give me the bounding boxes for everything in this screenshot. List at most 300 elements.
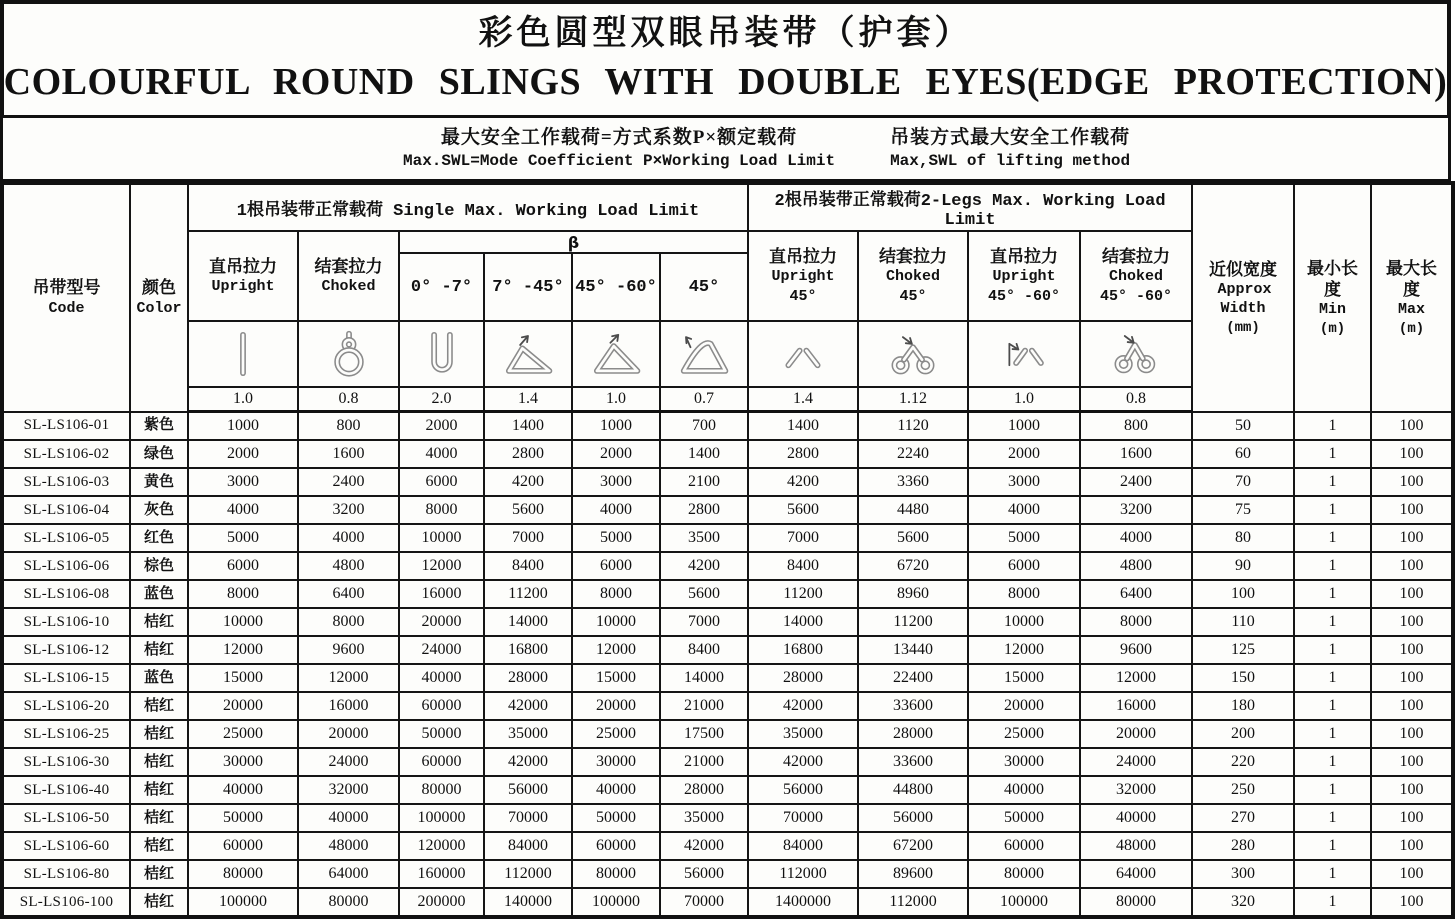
width-header-unit: (mm) xyxy=(1226,319,1260,336)
value-cell: 16000 xyxy=(1080,692,1192,720)
table-row xyxy=(2,720,1453,748)
basket-vertical-icon xyxy=(399,321,484,387)
value-cell: 800 xyxy=(298,412,399,441)
value-cell: 35000 xyxy=(748,720,858,748)
table-row xyxy=(2,524,1453,552)
code-cell: SL-LS106-08 xyxy=(2,580,130,608)
value-cell: 30000 xyxy=(572,748,660,776)
coefficient-cell: 1.4 xyxy=(748,387,858,412)
value-cell: 1400000 xyxy=(748,888,858,917)
value-cell: 1 xyxy=(1294,468,1371,496)
value-cell: 2400 xyxy=(1080,468,1192,496)
value-cell: 110 xyxy=(1192,608,1294,636)
basket-7-45-icon xyxy=(484,321,572,387)
value-cell: 70000 xyxy=(748,804,858,832)
value-cell: 35000 xyxy=(484,720,572,748)
value-cell: 8400 xyxy=(748,552,858,580)
value-cell: 140000 xyxy=(484,888,572,917)
value-cell: 100 xyxy=(1371,412,1453,441)
code-cell: SL-LS106-30 xyxy=(2,748,130,776)
value-cell: 50000 xyxy=(968,804,1080,832)
table-row xyxy=(2,440,1453,468)
value-cell: 40000 xyxy=(968,776,1080,804)
value-cell: 3200 xyxy=(1080,496,1192,524)
color-cell: 绿色 xyxy=(130,440,188,468)
value-cell: 32000 xyxy=(1080,776,1192,804)
value-cell: 8000 xyxy=(968,580,1080,608)
vertical-sling-icon xyxy=(188,321,298,387)
value-cell: 11200 xyxy=(484,580,572,608)
value-cell: 1 xyxy=(1294,860,1371,888)
value-cell: 100 xyxy=(1371,748,1453,776)
basket-45-icon xyxy=(660,321,748,387)
color-cell: 蓝色 xyxy=(130,580,188,608)
code-cell: SL-LS106-01 xyxy=(2,412,130,441)
two-legs-choked-45-icon xyxy=(858,321,968,387)
value-cell: 89600 xyxy=(858,860,968,888)
value-cell: 270 xyxy=(1192,804,1294,832)
value-cell: 13440 xyxy=(858,636,968,664)
value-cell: 40000 xyxy=(572,776,660,804)
value-cell: 12000 xyxy=(572,636,660,664)
table-row xyxy=(2,832,1453,860)
value-cell: 1 xyxy=(1294,888,1371,917)
max-header-unit: (m) xyxy=(1398,320,1425,337)
value-cell: 1 xyxy=(1294,524,1371,552)
code-cell: SL-LS106-05 xyxy=(2,524,130,552)
value-cell: 40000 xyxy=(399,664,484,692)
two-legs-45-60-icon xyxy=(968,321,1080,387)
value-cell: 50 xyxy=(1192,412,1294,441)
color-cell: 红色 xyxy=(130,524,188,552)
value-cell: 50000 xyxy=(399,720,484,748)
value-cell: 6000 xyxy=(968,552,1080,580)
lifting-method-formula xyxy=(890,126,1130,172)
value-cell: 42000 xyxy=(748,748,858,776)
value-cell: 60000 xyxy=(399,748,484,776)
coefficient-cell: 1.12 xyxy=(858,387,968,412)
value-cell: 4800 xyxy=(1080,552,1192,580)
value-cell: 100 xyxy=(1371,888,1453,917)
value-cell: 800 xyxy=(1080,412,1192,441)
value-cell: 16000 xyxy=(399,580,484,608)
table-row xyxy=(2,496,1453,524)
code-cell: SL-LS106-25 xyxy=(2,720,130,748)
color-cell: 桔红 xyxy=(130,636,188,664)
value-cell: 100 xyxy=(1371,440,1453,468)
value-cell: 1 xyxy=(1294,552,1371,580)
value-cell: 120000 xyxy=(399,832,484,860)
value-cell: 100 xyxy=(1192,580,1294,608)
table-row xyxy=(2,776,1453,804)
value-cell: 3000 xyxy=(572,468,660,496)
value-cell: 5600 xyxy=(748,496,858,524)
value-cell: 40000 xyxy=(298,804,399,832)
value-cell: 4000 xyxy=(188,496,298,524)
table-row xyxy=(2,468,1453,496)
value-cell: 20000 xyxy=(298,720,399,748)
value-cell: 24000 xyxy=(399,636,484,664)
value-cell: 10000 xyxy=(968,608,1080,636)
code-cell: SL-LS106-40 xyxy=(2,776,130,804)
value-cell: 42000 xyxy=(484,692,572,720)
value-cell: 6000 xyxy=(188,552,298,580)
table-body xyxy=(2,412,1453,918)
value-cell: 22400 xyxy=(858,664,968,692)
value-cell: 32000 xyxy=(298,776,399,804)
coefficient-cell: 0.8 xyxy=(1080,387,1192,412)
code-cell: SL-LS106-12 xyxy=(2,636,130,664)
color-cell: 桔红 xyxy=(130,692,188,720)
col-header-legs-upright-45: 直吊拉力 Upright 45° xyxy=(748,231,858,321)
col-header-upright: 直吊拉力 Upright xyxy=(188,231,298,321)
value-cell: 64000 xyxy=(1080,860,1192,888)
col-header-approx-width xyxy=(1192,183,1294,412)
value-cell: 70000 xyxy=(660,888,748,917)
value-cell: 28000 xyxy=(858,720,968,748)
value-cell: 33600 xyxy=(858,692,968,720)
code-cell: SL-LS106-02 xyxy=(2,440,130,468)
value-cell: 14000 xyxy=(748,608,858,636)
value-cell: 56000 xyxy=(660,860,748,888)
value-cell: 7000 xyxy=(748,524,858,552)
value-cell: 10000 xyxy=(188,608,298,636)
value-cell: 14000 xyxy=(484,608,572,636)
code-cell: SL-LS106-03 xyxy=(2,468,130,496)
value-cell: 25000 xyxy=(188,720,298,748)
code-cell: SL-LS106-10 xyxy=(2,608,130,636)
value-cell: 100 xyxy=(1371,832,1453,860)
value-cell: 125 xyxy=(1192,636,1294,664)
value-cell: 10000 xyxy=(572,608,660,636)
value-cell: 50000 xyxy=(572,804,660,832)
value-cell: 60 xyxy=(1192,440,1294,468)
value-cell: 4000 xyxy=(968,496,1080,524)
lifting-method-formula-en: Max,SWL of lifting method xyxy=(890,152,1131,171)
table-row xyxy=(2,552,1453,580)
value-cell: 8000 xyxy=(572,580,660,608)
value-cell: 5000 xyxy=(572,524,660,552)
value-cell: 6000 xyxy=(572,552,660,580)
angle-header-45: 45° xyxy=(660,253,748,321)
value-cell: 700 xyxy=(660,412,748,441)
value-cell: 70000 xyxy=(484,804,572,832)
color-header-en: Color xyxy=(136,299,182,317)
value-cell: 80000 xyxy=(399,776,484,804)
value-cell: 8960 xyxy=(858,580,968,608)
min-header-en: Min xyxy=(1319,301,1347,319)
color-cell: 棕色 xyxy=(130,552,188,580)
value-cell: 320 xyxy=(1192,888,1294,917)
value-cell: 20000 xyxy=(399,608,484,636)
value-cell: 80000 xyxy=(1080,888,1192,917)
value-cell: 5000 xyxy=(968,524,1080,552)
value-cell: 100 xyxy=(1371,720,1453,748)
value-cell: 4480 xyxy=(858,496,968,524)
value-cell: 100000 xyxy=(572,888,660,917)
color-cell: 桔红 xyxy=(130,776,188,804)
value-cell: 40000 xyxy=(188,776,298,804)
value-cell: 6000 xyxy=(399,468,484,496)
value-cell: 200000 xyxy=(399,888,484,917)
table-row xyxy=(2,804,1453,832)
value-cell: 4200 xyxy=(748,468,858,496)
value-cell: 12000 xyxy=(1080,664,1192,692)
value-cell: 5600 xyxy=(858,524,968,552)
value-cell: 2240 xyxy=(858,440,968,468)
value-cell: 16000 xyxy=(298,692,399,720)
value-cell: 2800 xyxy=(660,496,748,524)
page-title-en: COLOURFUL ROUND SLINGS WITH DOUBLE EYES(EDGE PROTECTION) xyxy=(3,61,1448,104)
value-cell: 20000 xyxy=(1080,720,1192,748)
value-cell: 8000 xyxy=(399,496,484,524)
value-cell: 6400 xyxy=(298,580,399,608)
value-cell: 1 xyxy=(1294,692,1371,720)
value-cell: 42000 xyxy=(660,832,748,860)
value-cell: 20000 xyxy=(572,692,660,720)
value-cell: 112000 xyxy=(484,860,572,888)
value-cell: 4200 xyxy=(660,552,748,580)
value-cell: 100 xyxy=(1371,496,1453,524)
col-header-color xyxy=(130,183,188,412)
value-cell: 40000 xyxy=(1080,804,1192,832)
value-cell: 56000 xyxy=(484,776,572,804)
color-cell: 灰色 xyxy=(130,496,188,524)
value-cell: 64000 xyxy=(298,860,399,888)
value-cell: 2400 xyxy=(298,468,399,496)
value-cell: 1 xyxy=(1294,664,1371,692)
value-cell: 12000 xyxy=(188,636,298,664)
value-cell: 16800 xyxy=(484,636,572,664)
value-cell: 48000 xyxy=(1080,832,1192,860)
value-cell: 21000 xyxy=(660,692,748,720)
swl-formula-zh: 最大安全工作载荷=方式系数P×额定载荷 xyxy=(440,126,798,148)
col-header-min-length xyxy=(1294,183,1371,412)
value-cell: 180 xyxy=(1192,692,1294,720)
color-cell: 桔红 xyxy=(130,804,188,832)
color-cell: 蓝色 xyxy=(130,664,188,692)
min-header-zh: 最小长度 xyxy=(1307,258,1359,299)
value-cell: 8400 xyxy=(484,552,572,580)
value-cell: 8000 xyxy=(188,580,298,608)
value-cell: 2000 xyxy=(968,440,1080,468)
table-row xyxy=(2,608,1453,636)
value-cell: 1600 xyxy=(298,440,399,468)
value-cell: 100 xyxy=(1371,608,1453,636)
value-cell: 160000 xyxy=(399,860,484,888)
value-cell: 48000 xyxy=(298,832,399,860)
value-cell: 100 xyxy=(1371,636,1453,664)
value-cell: 2100 xyxy=(660,468,748,496)
col-header-legs-choked-45-60: 结套拉力 Choked 45° -60° xyxy=(1080,231,1192,321)
table-row xyxy=(2,412,1453,441)
value-cell: 4000 xyxy=(298,524,399,552)
col-header-choked: 结套拉力 Choked xyxy=(298,231,399,321)
value-cell: 15000 xyxy=(572,664,660,692)
value-cell: 1400 xyxy=(660,440,748,468)
value-cell: 11200 xyxy=(748,580,858,608)
col-header-max-length xyxy=(1371,183,1453,412)
value-cell: 35000 xyxy=(660,804,748,832)
basket-45-60-icon xyxy=(572,321,660,387)
value-cell: 3000 xyxy=(188,468,298,496)
value-cell: 2000 xyxy=(572,440,660,468)
value-cell: 24000 xyxy=(1080,748,1192,776)
value-cell: 4800 xyxy=(298,552,399,580)
value-cell: 14000 xyxy=(660,664,748,692)
value-cell: 5600 xyxy=(660,580,748,608)
code-header-zh: 吊带型号 xyxy=(32,278,101,298)
value-cell: 1 xyxy=(1294,776,1371,804)
value-cell: 3200 xyxy=(298,496,399,524)
value-cell: 20000 xyxy=(188,692,298,720)
choked-sling-icon xyxy=(298,321,399,387)
value-cell: 56000 xyxy=(748,776,858,804)
value-cell: 25000 xyxy=(968,720,1080,748)
code-cell: SL-LS106-80 xyxy=(2,860,130,888)
color-cell: 黄色 xyxy=(130,468,188,496)
code-cell: SL-LS106-60 xyxy=(2,832,130,860)
col-header-legs-upright-45-60: 直吊拉力 Upright 45° -60° xyxy=(968,231,1080,321)
table-row xyxy=(2,636,1453,664)
max-header-zh: 最大长度 xyxy=(1386,258,1438,299)
value-cell: 1 xyxy=(1294,748,1371,776)
value-cell: 21000 xyxy=(660,748,748,776)
two-legs-45-icon xyxy=(748,321,858,387)
width-header-zh: 近似宽度 xyxy=(1209,259,1278,279)
col-header-legs-choked-45: 结套拉力 Choked 45° xyxy=(858,231,968,321)
color-cell: 桔红 xyxy=(130,860,188,888)
value-cell: 80000 xyxy=(298,888,399,917)
lifting-method-formula-zh: 吊装方式最大安全工作载荷 xyxy=(890,126,1131,148)
value-cell: 42000 xyxy=(484,748,572,776)
coefficient-cell: 1.0 xyxy=(968,387,1080,412)
value-cell: 28000 xyxy=(484,664,572,692)
value-cell: 7000 xyxy=(660,608,748,636)
angle-header-7-45: 7° -45° xyxy=(484,253,572,321)
value-cell: 100000 xyxy=(399,804,484,832)
value-cell: 1 xyxy=(1294,636,1371,664)
value-cell: 100000 xyxy=(968,888,1080,917)
value-cell: 1 xyxy=(1294,608,1371,636)
value-cell: 150 xyxy=(1192,664,1294,692)
value-cell: 1 xyxy=(1294,720,1371,748)
value-cell: 2800 xyxy=(748,440,858,468)
value-cell: 1000 xyxy=(572,412,660,441)
beta-header: β xyxy=(399,231,748,253)
value-cell: 6720 xyxy=(858,552,968,580)
group-header-row xyxy=(2,183,1453,231)
value-cell: 60000 xyxy=(399,692,484,720)
value-cell: 60000 xyxy=(968,832,1080,860)
coefficient-cell: 2.0 xyxy=(399,387,484,412)
code-cell: SL-LS106-20 xyxy=(2,692,130,720)
value-cell: 12000 xyxy=(298,664,399,692)
value-cell: 80000 xyxy=(968,860,1080,888)
value-cell: 30000 xyxy=(968,748,1080,776)
value-cell: 16800 xyxy=(748,636,858,664)
value-cell: 30000 xyxy=(188,748,298,776)
value-cell: 100 xyxy=(1371,776,1453,804)
color-cell: 桔红 xyxy=(130,832,188,860)
value-cell: 12000 xyxy=(399,552,484,580)
color-cell: 桔红 xyxy=(130,748,188,776)
value-cell: 80000 xyxy=(188,860,298,888)
code-cell: SL-LS106-50 xyxy=(2,804,130,832)
value-cell: 220 xyxy=(1192,748,1294,776)
value-cell: 12000 xyxy=(968,636,1080,664)
value-cell: 42000 xyxy=(748,692,858,720)
coefficient-cell: 0.8 xyxy=(298,387,399,412)
code-cell: SL-LS106-04 xyxy=(2,496,130,524)
color-cell: 紫色 xyxy=(130,412,188,441)
value-cell: 1000 xyxy=(968,412,1080,441)
value-cell: 80 xyxy=(1192,524,1294,552)
value-cell: 11200 xyxy=(858,608,968,636)
title-block xyxy=(0,0,1451,117)
value-cell: 4200 xyxy=(484,468,572,496)
value-cell: 44800 xyxy=(858,776,968,804)
value-cell: 60000 xyxy=(188,832,298,860)
value-cell: 1 xyxy=(1294,412,1371,441)
value-cell: 2800 xyxy=(484,440,572,468)
value-cell: 5600 xyxy=(484,496,572,524)
code-cell: SL-LS106-15 xyxy=(2,664,130,692)
value-cell: 1120 xyxy=(858,412,968,441)
value-cell: 200 xyxy=(1192,720,1294,748)
value-cell: 80000 xyxy=(572,860,660,888)
value-cell: 3000 xyxy=(968,468,1080,496)
value-cell: 4000 xyxy=(1080,524,1192,552)
value-cell: 1 xyxy=(1294,440,1371,468)
angle-header-0-7: 0° -7° xyxy=(399,253,484,321)
value-cell: 1400 xyxy=(748,412,858,441)
value-cell: 4000 xyxy=(399,440,484,468)
coefficient-cell: 0.7 xyxy=(660,387,748,412)
value-cell: 9600 xyxy=(298,636,399,664)
page-title-zh: 彩色圆型双眼吊装带（护套） xyxy=(478,14,973,52)
value-cell: 1400 xyxy=(484,412,572,441)
value-cell: 70 xyxy=(1192,468,1294,496)
value-cell: 1 xyxy=(1294,804,1371,832)
group-header-single: 1根吊装带正常载荷 Single Max. Working Load Limit xyxy=(188,183,748,231)
color-header-zh: 颜色 xyxy=(142,278,176,298)
group-header-two-legs: 2根吊装带正常载荷2-Legs Max. Working Load Limit xyxy=(748,183,1192,231)
width-header-en: Approx Width xyxy=(1217,280,1272,318)
coefficient-cell: 1.0 xyxy=(572,387,660,412)
min-header-unit: (m) xyxy=(1319,320,1346,337)
value-cell: 5000 xyxy=(188,524,298,552)
value-cell: 15000 xyxy=(968,664,1080,692)
table-row xyxy=(2,692,1453,720)
value-cell: 8000 xyxy=(1080,608,1192,636)
value-cell: 10000 xyxy=(399,524,484,552)
value-cell: 75 xyxy=(1192,496,1294,524)
value-cell: 100 xyxy=(1371,664,1453,692)
value-cell: 28000 xyxy=(660,776,748,804)
value-cell: 100 xyxy=(1371,468,1453,496)
coefficient-cell: 1.0 xyxy=(188,387,298,412)
value-cell: 84000 xyxy=(484,832,572,860)
swl-formula-en: Max.SWL=Mode Coefficient P×Working Load Limit xyxy=(403,152,836,171)
value-cell: 100 xyxy=(1371,692,1453,720)
value-cell: 50000 xyxy=(188,804,298,832)
color-cell: 桔红 xyxy=(130,608,188,636)
value-cell: 3500 xyxy=(660,524,748,552)
value-cell: 84000 xyxy=(748,832,858,860)
value-cell: 6400 xyxy=(1080,580,1192,608)
value-cell: 100 xyxy=(1371,860,1453,888)
